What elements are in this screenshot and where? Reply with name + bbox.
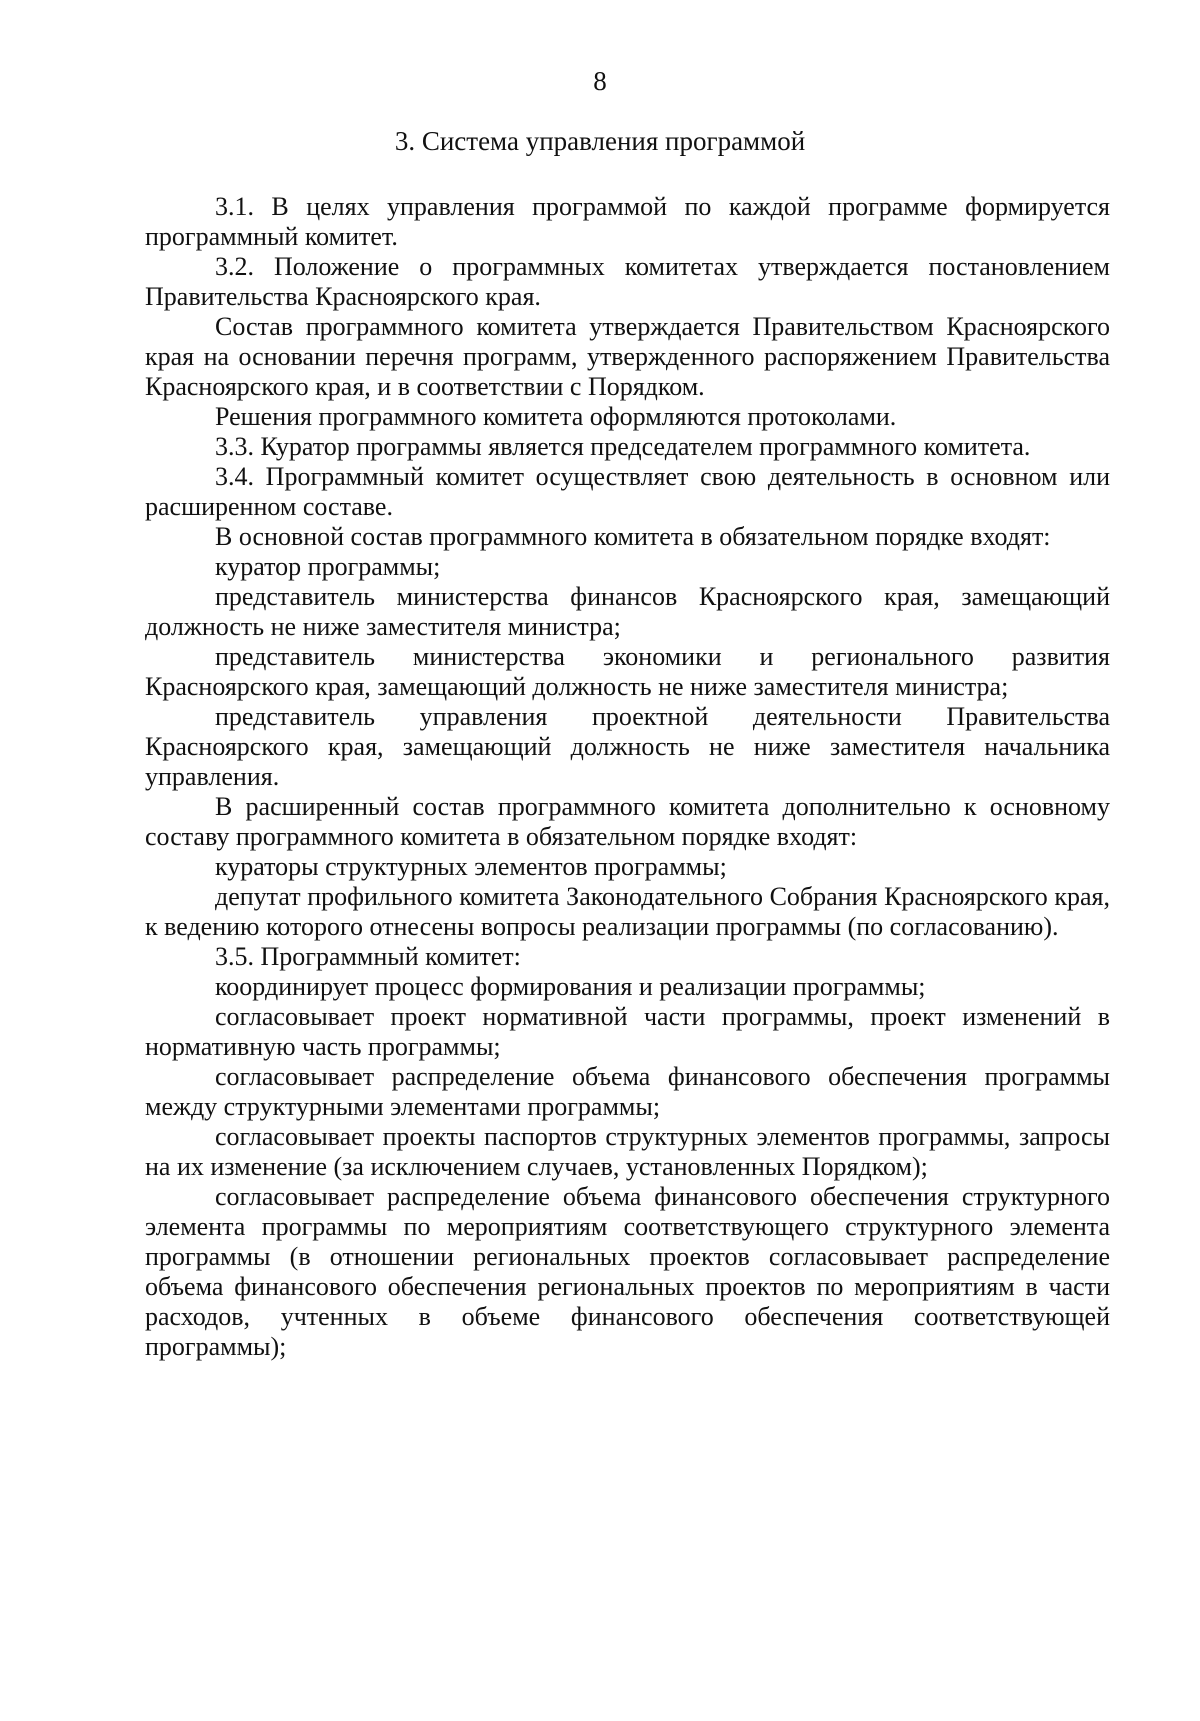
paragraph: 3.3. Куратор программы является председателем программного комитета. [215, 432, 1031, 461]
paragraph: Решения программного комитета оформляются протоколами. [215, 402, 897, 431]
paragraph: Состав программного комитета утверждается Правительством Красноярского края на основании перечня программ, утвержденного распоряжением Правительства Красноярского края, и в соответствии с Порядком. [145, 312, 1110, 401]
list-item: куратор программы; [215, 552, 441, 581]
paragraph: В основной состав программного комитета в обязательном порядке входят: [215, 522, 1051, 551]
paragraph: 3.1. В целях управления программой по каждой программе формируется программный комитет. [145, 192, 1110, 251]
list-item: согласовывает распределение объема финансового обеспечения структурного элемента программы по мероприятиям соответствующего структурного элемента программы (в отношении региональных проектов согласовывает распределение объема финансового обеспечения региональных проектов по мероприятиям в части расходов, учтенных в объеме финансового обеспечения соответствующей программы); [145, 1182, 1110, 1361]
paragraph: 3.2. Положение о программных комитетах утверждается постановлением Правительства Красноярского края. [145, 252, 1110, 311]
paragraph: 3.5. Программный комитет: [215, 942, 521, 971]
paragraph: 3.4. Программный комитет осуществляет свою деятельность в основном или расширенном составе. [145, 462, 1110, 521]
list-item: депутат профильного комитета Законодательного Собрания Красноярского края, к ведению которого отнесены вопросы реализации программы (по согласованию). [145, 882, 1110, 941]
list-item: согласовывает проект нормативной части программы, проект изменений в нормативную часть программы; [145, 1002, 1110, 1061]
document-body [145, 192, 1110, 1362]
list-item: согласовывает проекты паспортов структурных элементов программы, запросы на их изменение (за исключением случаев, установленных Порядком); [145, 1122, 1110, 1181]
paragraph: В расширенный состав программного комитета дополнительно к основному составу программного комитета в обязательном порядке входят: [145, 792, 1110, 851]
list-item: представитель министерства экономики и регионального развития Красноярского края, замещающий должность не ниже заместителя министра; [145, 642, 1110, 701]
list-item: кураторы структурных элементов программы; [215, 852, 727, 881]
list-item: представитель управления проектной деятельности Правительства Красноярского края, замещающий должность не ниже заместителя начальника управления. [145, 702, 1110, 791]
section-title: 3. Система управления программой [394, 126, 806, 156]
list-item: представитель министерства финансов Красноярского края, замещающий должность не ниже заместителя министра; [145, 582, 1110, 641]
list-item: согласовывает распределение объема финансового обеспечения программы между структурными элементами программы; [145, 1062, 1110, 1121]
page-number: 8 [593, 66, 607, 96]
list-item: координирует процесс формирования и реализации программы; [215, 972, 926, 1001]
